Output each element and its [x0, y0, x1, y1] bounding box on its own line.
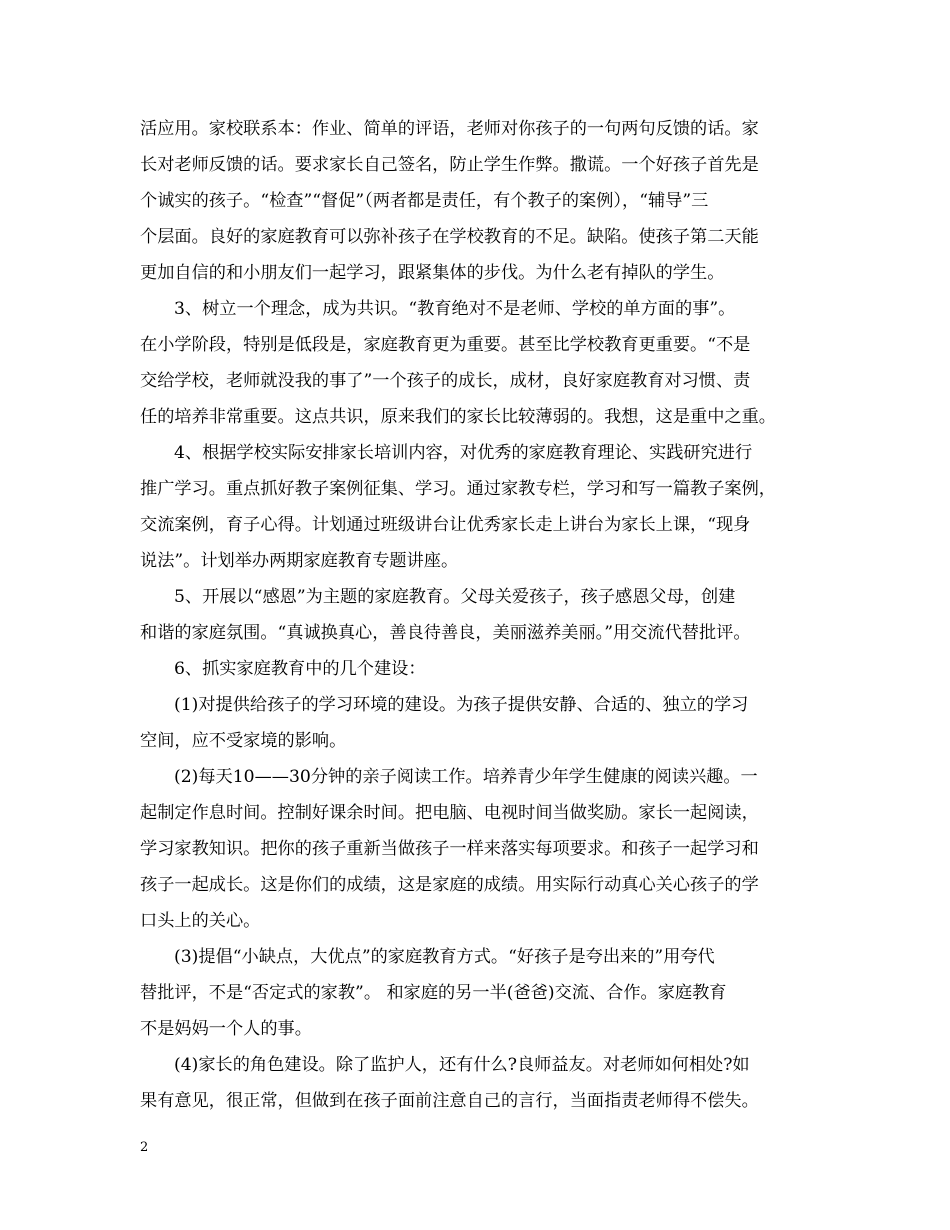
text-line: 交流案例，育子心得。计划通过班级讲台让优秀家长走上讲台为家长上课，“现身: [140, 515, 751, 535]
text-line: 任的培养非常重要。这点共识，原来我们的家长比较薄弱的。我想，这是重中之重。: [140, 407, 776, 427]
text-line: 果有意见，很正常，但做到在孩子面前注意自己的言行，当面指责老师得不偿失。: [140, 1091, 759, 1111]
text-line: 替批评，不是“否定式的家教”。 和家庭的另一半(爸爸)交流、合作。家庭教育: [140, 983, 727, 1003]
paragraph-6-heading: 6、抓实家庭教育中的几个建设：: [174, 659, 426, 679]
paragraph-3-start: 3、树立一个理念，成为共识。“教育绝对不是老师、学校的单方面的事”。: [174, 299, 736, 319]
text-line: 不是妈妈一个人的事。: [140, 1019, 312, 1039]
paragraph-5-start: 5、开展以“感恩”为主题的家庭教育。父母关爱孩子，孩子感恩父母，创建: [174, 587, 736, 607]
text-line: 活应用。家校联系本：作业、简单的评语，老师对你孩子的一句两句反馈的话。家: [140, 119, 759, 139]
text-line: 个诚实的孩子。“检查”“督促”（两者都是责任，有个教子的案例），“辅导”三: [140, 191, 709, 211]
text-line: 孩子一起成长。这是你们的成绩，这是家庭的成绩。用实际行动真心关心孩子的学: [140, 875, 759, 895]
text-line: 口头上的关心。: [140, 911, 261, 931]
text-line: 和谐的家庭氛围。“真诚换真心，善良待善良，美丽滋养美丽。”用交流代替批评。: [140, 623, 751, 643]
text-line: 长对老师反馈的话。要求家长自己签名，防止学生作弊。撒谎。一个好孩子首先是: [140, 155, 759, 175]
paragraph-4-start: 4、根据学校实际安排家长培训内容，对优秀的家庭教育理论、实践研究进行: [174, 443, 753, 463]
text-line: 在小学阶段，特别是低段是，家庭教育更为重要。甚至比学校教育更重要。“不是: [140, 335, 751, 355]
text-line: 学习家教知识。把你的孩子重新当做孩子一样来落实每项要求。和孩子一起学习和: [140, 839, 759, 859]
text-line: 交给学校，老师就没我的事了”一个孩子的成长，成材，良好家庭教育对习惯、责: [140, 371, 751, 391]
text-line: 个层面。良好的家庭教育可以弥补孩子在学校教育的不足。缺陷。使孩子第二天能: [140, 227, 759, 247]
item-1-start: (1)对提供给孩子的学习环境的建设。为孩子提供安静、合适的、独立的学习: [174, 695, 749, 715]
text-line: 起制定作息时间。控制好课余时间。把电脑、电视时间当做奖励。家长一起阅读，: [140, 803, 759, 823]
text-line: 空间，应不受家境的影响。: [140, 731, 347, 751]
text-line: 推广学习。重点抓好教子案例征集、学习。通过家教专栏，学习和写一篇教子案例，: [140, 479, 776, 499]
text-line: 更加自信的和小朋友们一起学习，跟紧集体的步伐。为什么老有掉队的学生。: [140, 263, 725, 283]
item-4-start: (4)家长的角色建设。除了监护人，还有什么?良师益友。对老师如何相处?如: [174, 1055, 750, 1075]
text-line: 说法”。计划举办两期家庭教育专题讲座。: [140, 551, 459, 571]
item-2-start: (2)每天10——30分钟的亲子阅读工作。培养青少年学生健康的阅读兴趣。一: [174, 767, 758, 787]
item-3-start: (3)提倡“小缺点，大优点”的家庭教育方式。“好孩子是夸出来的”用夸代: [174, 947, 715, 967]
page-number: 2: [140, 1140, 149, 1155]
